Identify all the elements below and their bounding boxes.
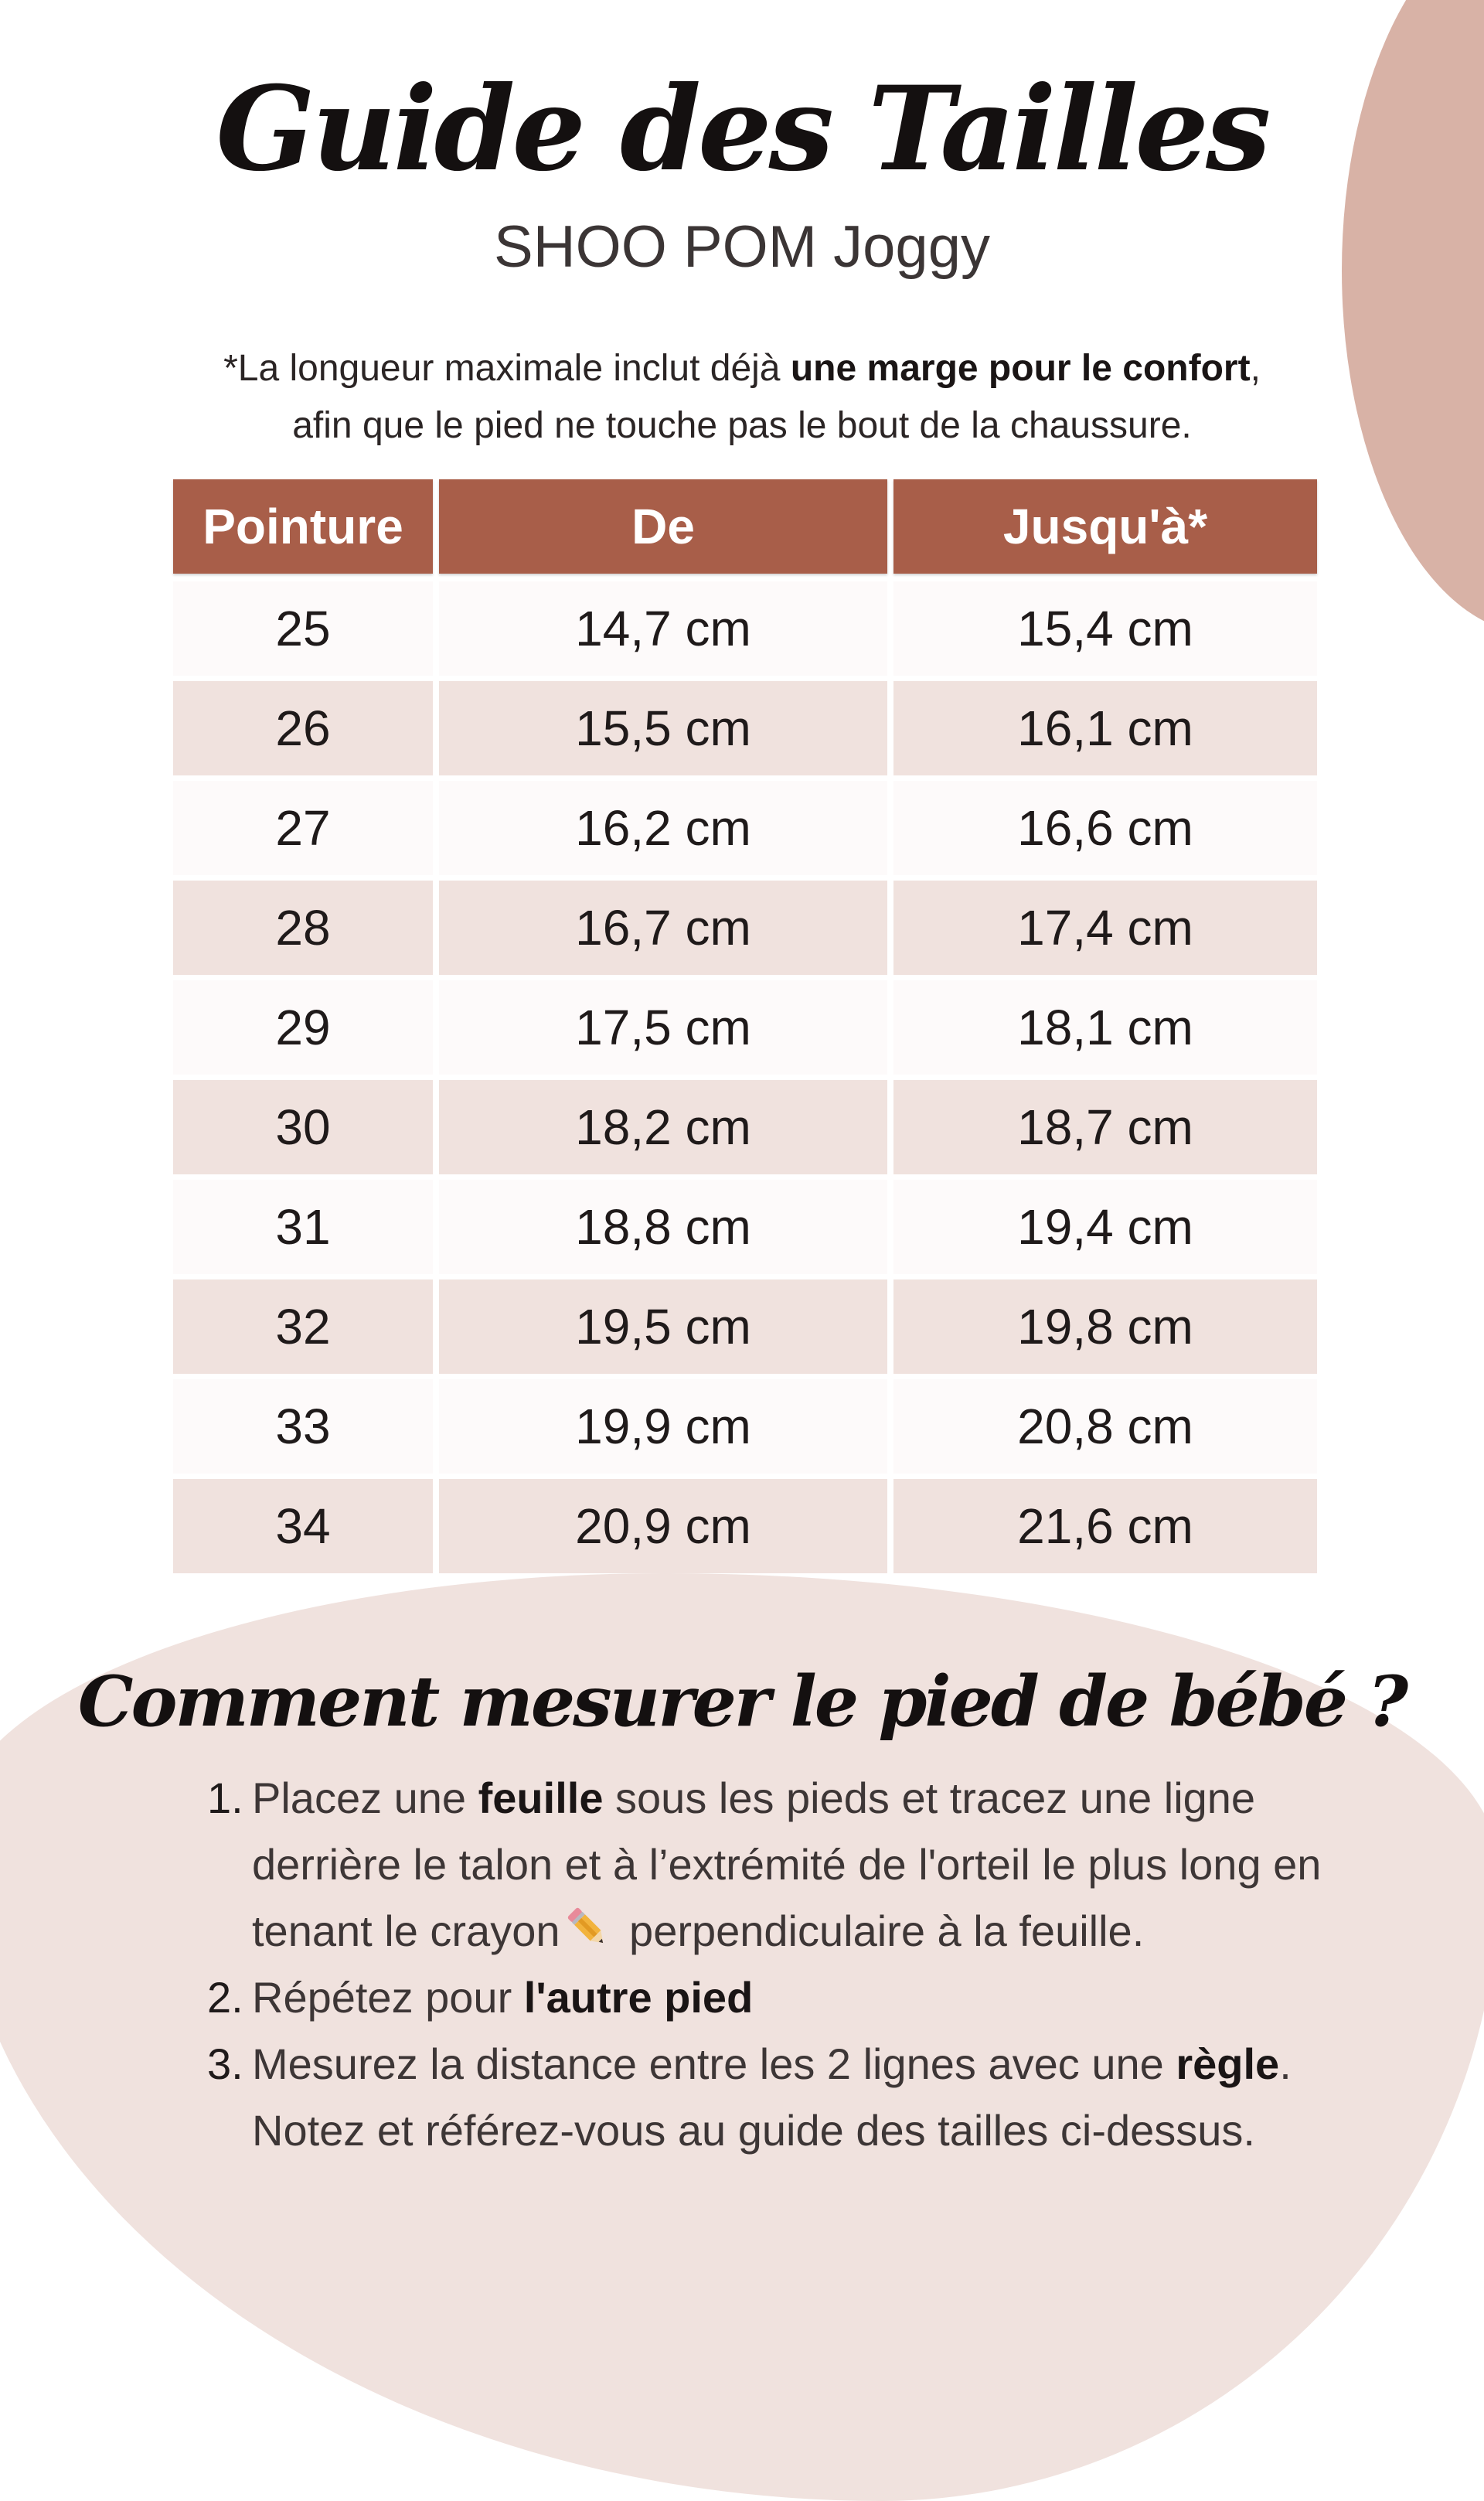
to-length-cell: 17,4 cm <box>893 881 1317 975</box>
howto-step-1: 1. Placez une feuille sous les pieds et tracez une ligne derrière le talon et à l’extrémité de l'orteil le plus long en tenant le crayon perpendiculaire à la feuille. <box>207 1774 1322 1955</box>
table-row <box>173 1279 1317 1374</box>
from-length-cell: 18,8 cm <box>439 1180 887 1274</box>
size-cell: 26 <box>173 681 433 775</box>
table-row <box>173 781 1317 875</box>
to-length-cell: 19,4 cm <box>893 1180 1317 1274</box>
table-row <box>173 1180 1317 1274</box>
from-length-cell: 14,7 cm <box>439 581 887 676</box>
size-table-body <box>173 581 1317 1573</box>
size-table <box>173 479 1317 1579</box>
size-cell: 33 <box>173 1379 433 1474</box>
page-subtitle: SHOO POM Joggy <box>494 214 990 280</box>
from-length-cell: 16,7 cm <box>439 881 887 975</box>
size-cell: 31 <box>173 1180 433 1274</box>
header-cell-to: Jusqu'à* <box>893 479 1317 574</box>
size-cell: 32 <box>173 1279 433 1374</box>
howto-steps <box>207 1765 1367 2164</box>
header-cell-from: De <box>439 479 887 574</box>
to-length-cell: 18,1 cm <box>893 980 1317 1075</box>
to-length-cell: 20,8 cm <box>893 1379 1317 1474</box>
from-length-cell: 19,9 cm <box>439 1379 887 1474</box>
comfort-note <box>0 340 1484 455</box>
page-title: Guide des Tailles <box>216 61 1268 197</box>
table-row <box>173 980 1317 1075</box>
from-length-cell: 18,2 cm <box>439 1080 887 1174</box>
howto-title: Comment mesurer le pied de bébé ? <box>77 1661 1407 1743</box>
size-cell: 30 <box>173 1080 433 1174</box>
table-row <box>173 1479 1317 1573</box>
to-length-cell: 21,6 cm <box>893 1479 1317 1573</box>
header-cell-size: Pointure <box>173 479 433 574</box>
size-cell: 34 <box>173 1479 433 1573</box>
size-table-header <box>173 479 1317 574</box>
from-length-cell: 20,9 cm <box>439 1479 887 1573</box>
size-cell: 29 <box>173 980 433 1075</box>
table-row <box>173 581 1317 676</box>
from-length-cell: 16,2 cm <box>439 781 887 875</box>
to-length-cell: 16,6 cm <box>893 781 1317 875</box>
howto-step-2: 2. Répétez pour l'autre pied <box>207 1973 754 2022</box>
from-length-cell: 15,5 cm <box>439 681 887 775</box>
comfort-note-line-1: *La longueur maximale inclut déjà une marge pour le confort, <box>223 348 1261 389</box>
size-cell: 28 <box>173 881 433 975</box>
to-length-cell: 16,1 cm <box>893 681 1317 775</box>
table-row <box>173 681 1317 775</box>
to-length-cell: 15,4 cm <box>893 581 1317 676</box>
comfort-note-line-2: afin que le pied ne touche pas le bout de la chaussure. <box>292 405 1192 446</box>
size-cell: 27 <box>173 781 433 875</box>
pencil-icon <box>564 1904 612 1952</box>
table-row <box>173 1379 1317 1474</box>
to-length-cell: 19,8 cm <box>893 1279 1317 1374</box>
from-length-cell: 19,5 cm <box>439 1279 887 1374</box>
table-row <box>173 1080 1317 1174</box>
table-row <box>173 881 1317 975</box>
from-length-cell: 17,5 cm <box>439 980 887 1075</box>
to-length-cell: 18,7 cm <box>893 1080 1317 1174</box>
howto-step-3: 3. Mesurez la distance entre les 2 lignes avec une règle. Notez et référez-vous au guide des tailles ci-dessus. <box>207 2039 1292 2155</box>
size-cell: 25 <box>173 581 433 676</box>
